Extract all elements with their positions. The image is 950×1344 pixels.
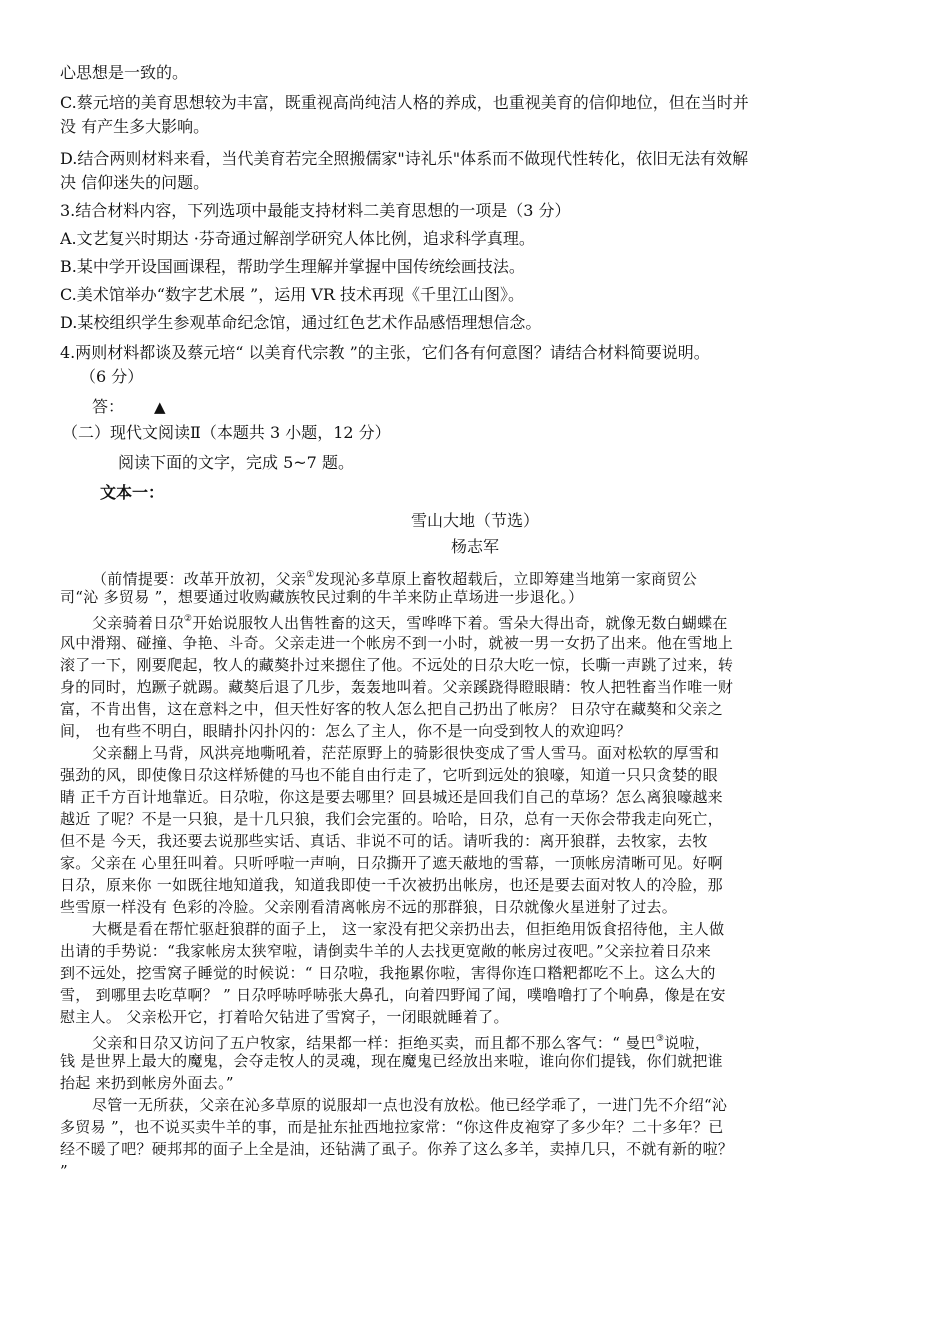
paragraph-line: 慰主人。 父亲松开它，打着哈欠钻进了雪窝子，一闭眼就睡着了。	[60, 1008, 509, 1026]
paragraph-line: 经不暖了吧？硬邦邦的面子上全是油，还钻满了虱子。你养了这么多羊，卖掉几只，不就有新的啦？	[60, 1140, 734, 1158]
paragraph-line: 强劲的风，即使像日尕这样矫健的马也不能自由行走了，它听到远处的狼嚎，知道一只只贪婪的眼	[60, 766, 718, 784]
triangle-icon: ▲	[154, 398, 166, 416]
paragraph-line: ”	[60, 1162, 68, 1180]
option-b: B.某中学开设国画课程，帮助学生理解并掌握中国传统绘画技法。	[60, 257, 525, 276]
text-span: 父亲和日尕又访问了五户牧家，结果都一样：拒绝买卖，而且都不那么客气：“ 曼巴	[92, 1034, 656, 1052]
instruction: 阅读下面的文字，完成 5~7 题。	[118, 453, 354, 472]
option-a: A.文艺复兴时期达 ·芬奇通过解剖学研究人体比例，追求科学真理。	[60, 229, 535, 248]
paragraph-line: 富，不肯出售，这在意料之中，但天性好客的牧人怎么把自己扔出了帐房？ 日尕守在藏獒和父亲之	[60, 700, 723, 718]
article-author: 杨志军	[450, 537, 499, 556]
text-line: 没 有产生多大影响。	[60, 117, 210, 136]
footnote-mark: ①	[306, 570, 315, 580]
answer-label: 答：	[92, 397, 125, 416]
question-3: 3.结合材料内容，下列选项中最能支持材料二美育思想的一项是（3 分）	[60, 201, 571, 220]
text-line: 心思想是一致的。	[60, 63, 189, 82]
paragraph-line: 但不是 今天，我还要去说那些实话、真话、非说不可的话。请听我的：离开狼群，去牧家，去牧	[60, 832, 708, 850]
answer-line	[92, 394, 922, 420]
paragraph-line: 间， 也有些不明白，眼睛扑闪扑闪的：怎么了主人，你不是一向受到牧人的欢迎吗？	[60, 722, 632, 740]
text-span: 开始说服牧人出售牲畜的这天，雪哗哗下着。雪朵大得出奇，就像无数白蝴蝶在	[192, 614, 728, 632]
paragraph-line: 抬起 来扔到帐房外面去。”	[60, 1074, 234, 1092]
text-span: 发现沁多草原上畜牧超载后，立即筹建当地第一家商贸公	[314, 570, 698, 588]
footnote-mark: ③	[655, 1034, 665, 1044]
question-4: 4.两则材料都谈及蔡元培“ 以美育代宗教 ”的主张，它们各有何意图？请结合材料简要说明。	[60, 343, 710, 362]
option-c: C.美术馆举办“数字艺术展 ”，运用 VR 技术再现《千里江山图》。	[60, 285, 524, 304]
paragraph-line: 尽管一无所获，父亲在沁多草原的说服却一点也没有放松。他已经学乖了，一进门先不介绍“沁	[92, 1096, 728, 1114]
paragraph-line: 越近 了呢？不是一只狼，是十几只狼，我们会完蛋的。哈哈，日尕，总有一天你会带我走向死亡，	[60, 810, 723, 828]
text-line: 决 信仰迷失的问题。	[60, 173, 210, 192]
paragraph-line: 风中滑翔、碰撞、争艳、斗奇。父亲走进一个帐房不到一小时，就被一男一女扔了出来。他在雪地上	[60, 634, 734, 652]
paragraph-line: 滚了一下，刚要爬起，牧人的藏獒扑过来摁住了他。不远处的日尕大吃一惊，长嘶一声跳了过来，转	[60, 656, 734, 674]
score-note: （6 分）	[80, 367, 144, 386]
paragraph-line: 日尕，原来你 一如既往地知道我，知道我即使一千次被扔出帐房，也还是要去面对牧人的冷脸，那	[60, 876, 723, 894]
text-span: 父亲骑着日尕	[92, 614, 184, 632]
paragraph-line: 睛 正千方百计地靠近。日尕啦，你这是要去哪里？回县城还是回我们自己的草场？怎么离狼嚎越来	[60, 788, 723, 806]
paragraph-line: 钱 是世界上最大的魔鬼，会夺走牧人的灵魂，现在魔鬼已经放出来啦，谁向你们提钱，你们就把谁	[60, 1052, 723, 1070]
paragraph-line: 大概是看在帮忙驱赶狼群的面子上， 这一家没有把父亲扔出去，但拒绝用饭食招待他，主人做	[92, 920, 725, 938]
article-title: 雪山大地（节选）	[410, 511, 539, 530]
paragraph-line: 父亲翻上马背，风洪亮地嘶吼着，茫茫原野上的骑影很快变成了雪人雪马。面对松软的厚雪和	[92, 744, 720, 762]
text-span: （前情提要：改革开放初，父亲	[92, 570, 307, 588]
section-heading: （二）现代文阅读Ⅱ（本题共 3 小题，12 分）	[62, 423, 391, 442]
text-span: 说啦，	[664, 1034, 711, 1052]
paragraph-line: 到不远处，挖雪窝子睡觉的时候说：“ 日尕啦，我拖累你啦，害得你连口糌粑都吃不上。这么大的	[60, 964, 716, 982]
paragraph-line: 出请的手势说：“我家帐房太狭窄啦，请倒卖牛羊的人去找更宽敞的帐房过夜吧。”父亲拉着日尕来	[60, 942, 712, 960]
paragraph-line	[92, 608, 922, 634]
paragraph-line: 家。父亲在 心里狂叫着。只听呼啦一声响，日尕撕开了遮天蔽地的雪幕，一顶帐房清晰可见。好啊	[60, 854, 723, 872]
paragraph-line: 雪， 到哪里去吃草啊？ ” 日尕呼哧呼哧张大鼻孔，向着四野闻了闻，噗噜噜打了个响鼻，像是在安	[60, 986, 726, 1004]
paragraph-line: 些雪原一样没有 色彩的冷脸。父亲刚看清离帐房不远的那群狼，日尕就像火星迸射了过去。	[60, 898, 678, 916]
paragraph-line: 身的同时，尥蹶子就踢。藏獒后退了几步，轰轰地叫着。父亲蹊跷得瞪眼睛：牧人把牲畜当作唯一财	[60, 678, 734, 696]
text-one-label: 文本一：	[100, 483, 165, 502]
option-d: D.结合两则材料来看，当代美育若完全照搬儒家"诗礼乐"体系而不做现代性转化，依旧无法有效解	[60, 149, 749, 168]
paragraph-line: 多贸易 ”，也不说买卖牛羊的事，而是扯东扯西地拉家常：“你这件皮袍穿了多少年？二十多年？已	[60, 1118, 724, 1136]
paragraph-line: 司“沁 多贸易 ”，想要通过收购藏族牧民过剩的牛羊来防止草场进一步退化。）	[60, 588, 584, 606]
option-c: C.蔡元培的美育思想较为丰富，既重视高尚纯洁人格的养成，也重视美育的信仰地位，但在当时并	[60, 93, 749, 112]
footnote-mark: ②	[183, 614, 193, 624]
option-d: D.某校组织学生参观革命纪念馆，通过红色艺术作品感悟理想信念。	[60, 313, 542, 332]
